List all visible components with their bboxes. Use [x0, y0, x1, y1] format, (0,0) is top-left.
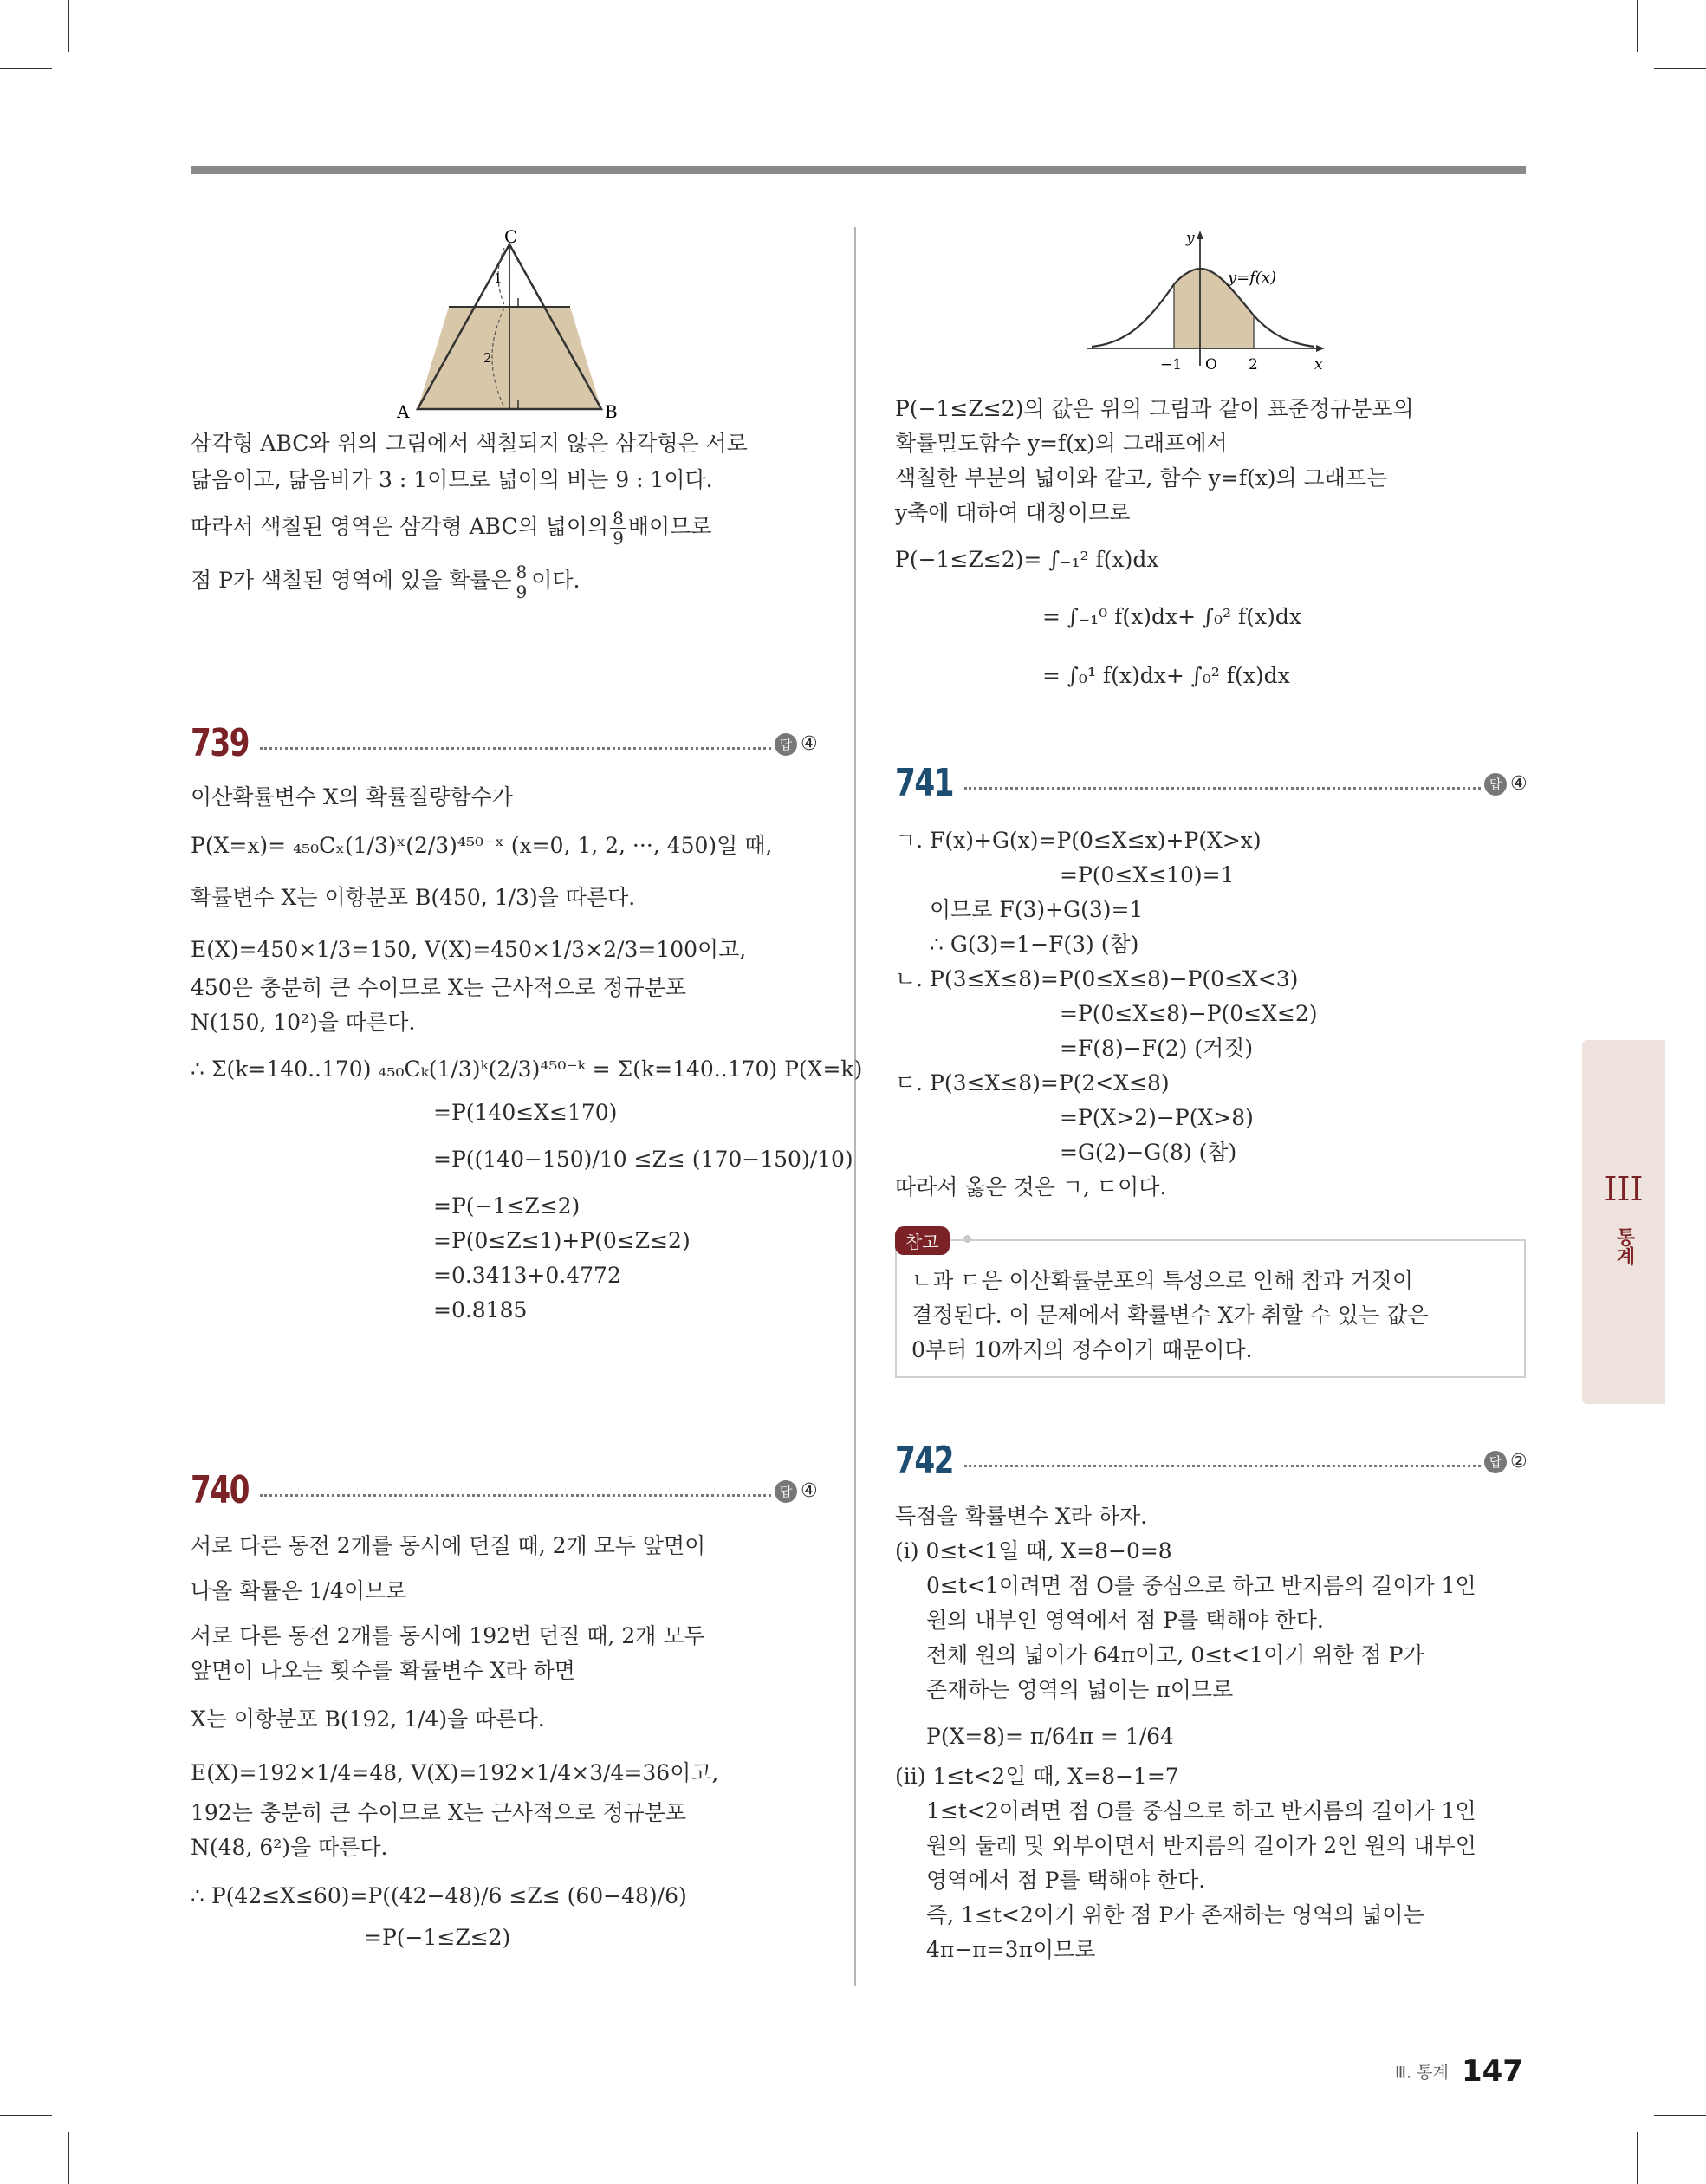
text-line: (i) 0≤t<1일 때, X=8−0=8: [895, 1538, 1172, 1563]
answer-label: 답 ②: [1484, 1451, 1528, 1473]
text-line: =F(8)−F(2) (거짓): [1060, 1036, 1254, 1061]
text-line: 앞면이 나오는 횟수를 확률변수 X라 하면: [191, 1658, 575, 1683]
text-line: 서로 다른 동전 2개를 동시에 192번 던질 때, 2개 모두: [191, 1623, 705, 1648]
text-line: ㄱ. F(x)+G(x)=P(0≤X≤x)+P(X>x): [895, 828, 1262, 853]
text-line: P(X=x)= ₄₅₀Cₓ(1/3)ˣ(2/3)⁴⁵⁰⁻ˣ (x=0, 1, 2, ···, 450)일 때,: [191, 833, 773, 858]
problem-739-body: [191, 780, 862, 1328]
problem-742-header: [895, 1439, 1526, 1491]
problem-740-body: [191, 1529, 718, 1955]
text-line: =P(0≤X≤8)−P(0≤X≤2): [1060, 1001, 1318, 1026]
text-line: E(X)=450×1/3=150, V(X)=450×1/3×2/3=100이고,: [191, 937, 747, 962]
problem-number: 740: [191, 1468, 249, 1512]
text-line: 결정된다. 이 문제에서 확률변수 X가 취할 수 있는 값은: [911, 1303, 1429, 1328]
left-intro: [191, 426, 748, 603]
x-axis-arrow: [1316, 345, 1325, 352]
text-line: y축에 대하여 대칭이므로: [895, 500, 1131, 525]
dotted-leader: [964, 787, 1481, 790]
text-line: 이산확률변수 X의 확률질량함수가: [191, 784, 513, 809]
text-line: 득점을 확률변수 X라 하자.: [895, 1504, 1148, 1529]
problem-740-header: [191, 1468, 816, 1520]
text-line: =P(0≤Z≤1)+P(0≤Z≤2): [433, 1228, 691, 1253]
chapter-name: 통계: [1613, 1227, 1635, 1265]
y-axis-arrow: [1197, 231, 1203, 239]
text-line: 영역에서 점 P를 택해야 한다.: [926, 1868, 1206, 1893]
text-line: 원의 내부인 영역에서 점 P를 택해야 한다.: [926, 1608, 1324, 1633]
text-line: 1≤t<2이려면 점 O를 중심으로 하고 반지름의 길이가 1인: [926, 1798, 1476, 1823]
header-rule: [191, 166, 1526, 174]
text-line: 확률밀도함수 y=f(x)의 그래프에서: [895, 431, 1228, 456]
answer-label: 답 ④: [775, 733, 818, 756]
text-line: 존재하는 영역의 넓이는 π이므로: [926, 1677, 1234, 1702]
problem-741-header: [895, 761, 1526, 813]
text-line: P(−1≤Z≤2)= ∫₋₁² f(x)dx: [895, 547, 1159, 572]
dotted-leader: [260, 747, 771, 750]
chapter-side-tab[interactable]: [1582, 1040, 1665, 1404]
chapter-roman-numeral: III: [1604, 1170, 1644, 1208]
crop-mark: [0, 68, 52, 69]
text-line: N(48, 6²)을 따른다.: [191, 1835, 388, 1860]
text-line: 닮음이고, 닮음비가 3 : 1이므로 넓이의 비는 9 : 1이다.: [191, 467, 713, 492]
text-line: 450은 충분히 큰 수이므로 X는 근사적으로 정규분포: [191, 975, 687, 1000]
answer-label: 답 ④: [1484, 773, 1528, 796]
text-line: 색칠한 부분의 넓이와 같고, 함수 y=f(x)의 그래프는: [895, 465, 1388, 491]
crop-mark: [1654, 68, 1706, 69]
text-line: 따라서 옳은 것은 ㄱ, ㄷ이다.: [895, 1174, 1167, 1199]
tick-2: 2: [1249, 356, 1258, 374]
bullet-dot-icon: [963, 1235, 971, 1243]
text-line: (ii) 1≤t<2일 때, X=8−1=7: [895, 1764, 1179, 1789]
crop-mark: [68, 2132, 69, 2184]
label-b: B: [605, 401, 618, 422]
page-number: 147: [1461, 2054, 1523, 2089]
problem-number: 739: [191, 721, 249, 765]
tick-origin: O: [1205, 356, 1217, 374]
label-seg-1: 1: [494, 270, 503, 286]
text-line: =P((140−150)/10 ≤Z≤ (170−150)/10): [433, 1147, 853, 1172]
text-line: 확률변수 X는 이항분포 B(450, 1/3)을 따른다.: [191, 885, 636, 910]
text-line: 나올 확률은 1/4이므로: [191, 1578, 407, 1603]
crop-mark: [1637, 0, 1638, 52]
triangle-figure: [390, 227, 632, 422]
answer-label: 답 ④: [775, 1480, 818, 1503]
text-line: ∴ Σ(k=140..170) ₄₅₀Cₖ(1/3)ᵏ(2/3)⁴⁵⁰⁻ᵏ = Σ(k=140..170) P(X=k): [191, 1056, 863, 1082]
text-line: 0≤t<1이려면 점 O를 중심으로 하고 반지름의 길이가 1인: [926, 1573, 1476, 1598]
label-y-axis: y: [1186, 230, 1195, 247]
text-line: E(X)=192×1/4=48, V(X)=192×1/4×3/4=36이고,: [191, 1760, 719, 1785]
text-line: 이므로 F(3)+G(3)=1: [930, 897, 1144, 922]
footer-section: Ⅲ. 통계: [1395, 2063, 1449, 2083]
reference-note-text: [911, 1264, 1428, 1368]
problem-739-header: [191, 721, 816, 773]
text-line: ∴ P(42≤X≤60)=P((42−48)/6 ≤Z≤ (60−48)/6): [191, 1883, 687, 1908]
text-line: 4π−π=3π이므로: [926, 1937, 1096, 1962]
text-line: N(150, 10²)을 따른다.: [191, 1010, 416, 1035]
text-line: =P(0≤X≤10)=1: [1060, 862, 1235, 887]
crop-mark: [68, 0, 69, 52]
text-line: 삼각형 ABC와 위의 그림에서 색칠되지 않은 삼각형은 서로: [191, 431, 748, 456]
text-line: X는 이항분포 B(192, 1/4)을 따른다.: [191, 1706, 545, 1732]
dotted-leader: [964, 1465, 1481, 1467]
label-a: A: [397, 401, 410, 422]
problem-741-body: [895, 823, 1318, 1205]
tick-neg1: −1: [1160, 356, 1183, 374]
text-line: P(−1≤Z≤2)의 값은 위의 그림과 같이 표준정규분포의: [895, 396, 1414, 421]
right-intro: [895, 392, 1414, 693]
text-line: 서로 다른 동전 2개를 동시에 던질 때, 2개 모두 앞면이: [191, 1533, 706, 1558]
text-line: =0.3413+0.4772: [433, 1263, 621, 1288]
label-seg-2: 2: [483, 350, 492, 366]
text-line: = ∫₋₁⁰ f(x)dx+ ∫₀² f(x)dx: [1042, 604, 1301, 629]
label-curve: y=f(x): [1228, 269, 1277, 287]
text-line: =G(2)−G(8) (참): [1060, 1140, 1237, 1165]
text-line: ㄴ. P(3≤X≤8)=P(0≤X≤8)−P(0≤X<3): [895, 966, 1299, 991]
problem-742-body: [895, 1499, 1476, 1967]
text-line: =0.8185: [433, 1297, 528, 1323]
text-line: =P(140≤X≤170): [433, 1100, 618, 1125]
right-angle-mark-top: [509, 298, 518, 307]
text-line: = ∫₀¹ f(x)dx+ ∫₀² f(x)dx: [1042, 663, 1290, 688]
label-c: C: [504, 227, 518, 247]
text-line: ㄴ과 ㄷ은 이산확률분포의 특성으로 인해 참과 거짓이: [911, 1268, 1413, 1293]
text-line: ㄷ. P(3≤X≤8)=P(2<X≤8): [895, 1070, 1170, 1095]
text-line: ∴ G(3)=1−F(3) (참): [930, 932, 1139, 957]
text-line: 따라서 색칠된 영역은 삼각형 ABC의 넓이의 $\frac{8}{9}$ 배이므로: [191, 508, 712, 549]
crop-mark: [0, 2115, 52, 2116]
text-line: =P(−1≤Z≤2): [433, 1193, 581, 1219]
text-line: =P(−1≤Z≤2): [364, 1925, 511, 1950]
text-line: 0부터 10까지의 정수이기 때문이다.: [911, 1337, 1253, 1362]
text-line: =P(X>2)−P(X>8): [1060, 1105, 1254, 1130]
page-footer: [1395, 2054, 1523, 2089]
text-line: 점 P가 색칠된 영역에 있을 확률은 $\frac{8}{9}$ 이다.: [191, 562, 581, 602]
problem-number: 741: [895, 761, 953, 805]
reference-tag: 참고: [895, 1226, 950, 1255]
text-line: P(X=8)= π/64π = 1/64: [926, 1724, 1174, 1749]
normal-curve-figure: [1087, 227, 1330, 379]
text-line: 전체 원의 넓이가 64π이고, 0≤t<1이기 위한 점 P가: [926, 1642, 1424, 1667]
text-line: 192는 충분히 큰 수이므로 X는 근사적으로 정규분포: [191, 1800, 687, 1825]
problem-number: 742: [895, 1439, 953, 1483]
dotted-leader: [260, 1494, 771, 1497]
text-line: 원의 둘레 및 외부이면서 반지름의 길이가 2인 원의 내부인: [926, 1833, 1476, 1858]
crop-mark: [1637, 2132, 1638, 2184]
crop-mark: [1654, 2115, 1706, 2116]
text-line: 즉, 1≤t<2이기 위한 점 P가 존재하는 영역의 넓이는: [926, 1902, 1424, 1927]
label-x-axis: x: [1314, 356, 1323, 374]
